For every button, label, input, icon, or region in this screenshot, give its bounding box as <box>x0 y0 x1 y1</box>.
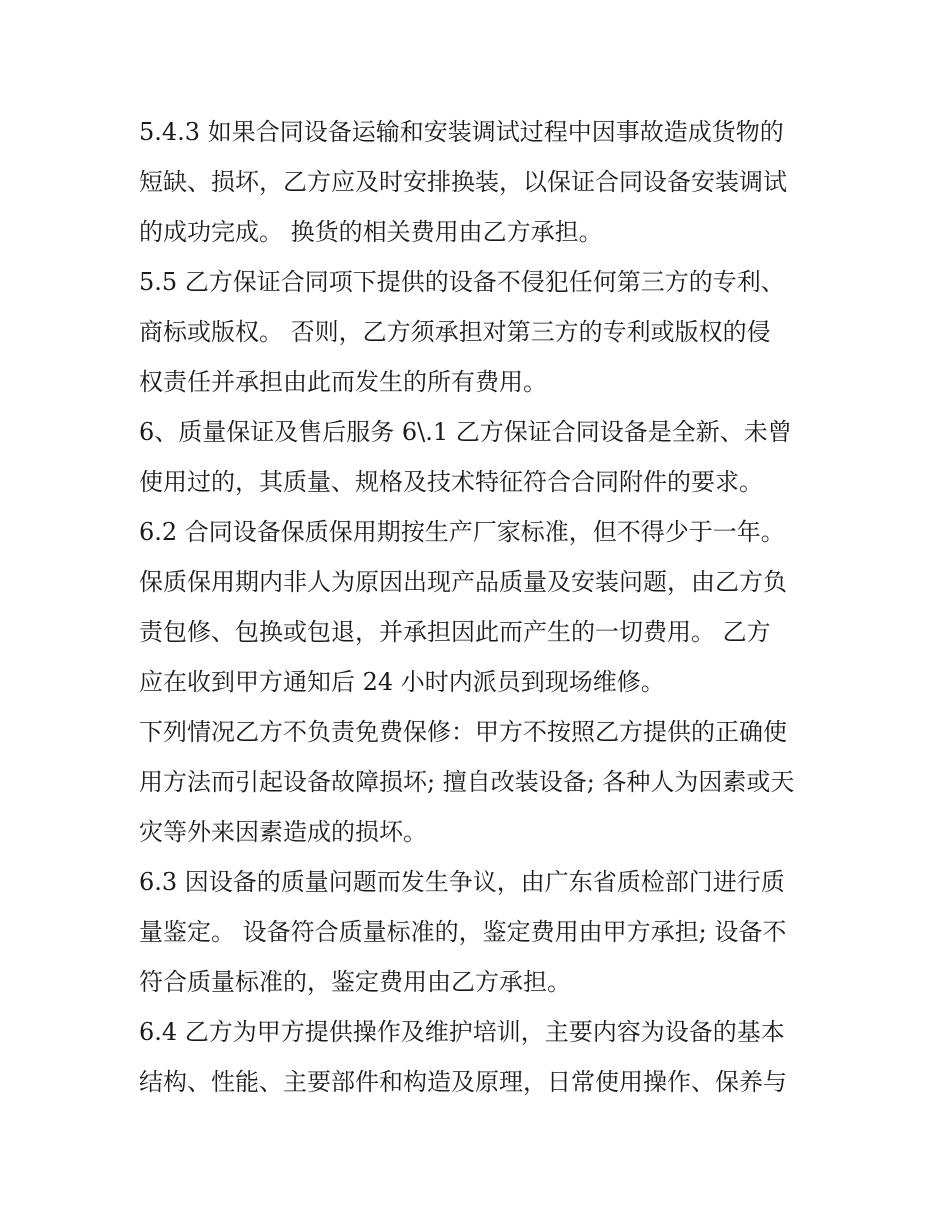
paragraph-6-2 <box>139 507 819 707</box>
text-line: 6、质量保证及售后服务 6\.1 乙方保证合同设备是全新、未曾 <box>139 418 792 446</box>
text-line: 责包修、包换或包退，并承担因此而产生的一切费用。 乙方 <box>139 618 771 646</box>
text-line: 6.2 合同设备保质保用期按生产厂家标准，但不得少于一年。 <box>139 518 785 546</box>
text-line: 6.4 乙方为甲方提供操作及维护培训，主要内容为设备的基本 <box>139 1018 785 1046</box>
text-line: 商标或版权。 否则，乙方须承担对第三方的专利或版权的侵 <box>139 318 771 346</box>
paragraph-6-3 <box>139 857 819 1007</box>
paragraph-5-4-3 <box>139 107 819 257</box>
text-line: 应在收到甲方通知后 24 小时内派员到现场维修。 <box>139 668 665 696</box>
text-line: 6.3 因设备的质量问题而发生争议，由广东省质检部门进行质 <box>139 868 785 896</box>
text-line: 灾等外来因素造成的损坏。 <box>139 818 427 846</box>
text-line: 权责任并承担由此而发生的所有费用。 <box>139 368 547 396</box>
paragraph-6-4 <box>139 1007 819 1107</box>
text-line: 符合质量标准的，鉴定费用由乙方承担。 <box>139 968 571 996</box>
document-body <box>139 107 819 1107</box>
text-line: 5.5 乙方保证合同项下提供的设备不侵犯任何第三方的专利、 <box>139 268 785 296</box>
text-line: 短缺、损坏，乙方应及时安排换装，以保证合同设备安装调试 <box>139 168 787 196</box>
text-line: 的成功完成。 换货的相关费用由乙方承担。 <box>139 218 603 246</box>
text-line: 保质保用期内非人为原因出现产品质量及安装问题，由乙方负 <box>139 568 787 596</box>
text-line: 量鉴定。 设备符合质量标准的，鉴定费用由甲方承担; 设备不 <box>139 918 787 946</box>
paragraph-exclusions <box>139 707 819 857</box>
text-line: 下列情况乙方不负责免费保修：甲方不按照乙方提供的正确使 <box>139 718 787 746</box>
paragraph-5-5 <box>139 257 819 407</box>
paragraph-6 <box>139 407 819 507</box>
text-line: 结构、性能、主要部件和构造及原理，日常使用操作、保养与 <box>139 1068 787 1096</box>
text-line: 用方法而引起设备故障损坏; 擅自改装设备; 各种人为因素或天 <box>139 768 795 796</box>
text-line: 使用过的，其质量、规格及技术特征符合合同附件的要求。 <box>139 468 763 496</box>
text-line: 5.4.3 如果合同设备运输和安装调试过程中因事故造成货物的 <box>139 118 784 146</box>
